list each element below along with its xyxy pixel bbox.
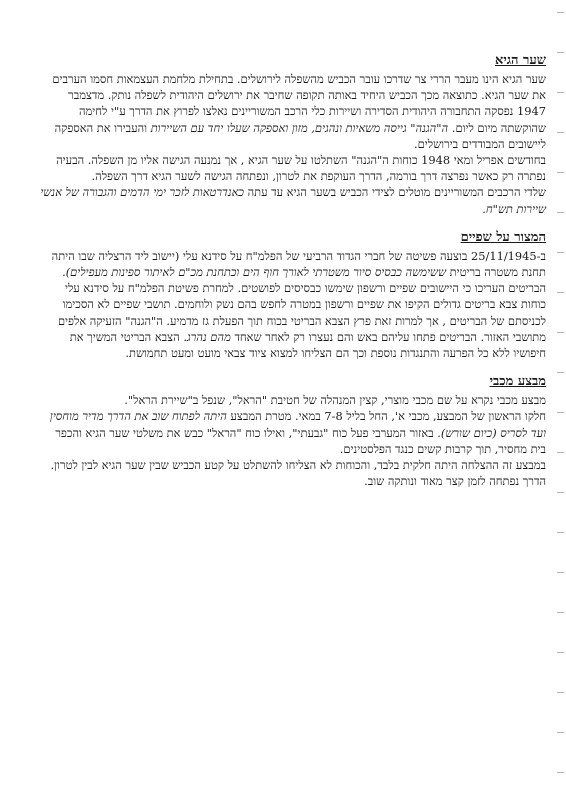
italic-text: היתה לפתוח שוב את הדרך מדיר מוחסין ועד לסריס (כיום שורש).: [49, 409, 546, 440]
section-heading: מבצע מכבי: [489, 374, 546, 390]
margin-tick: [557, 132, 564, 133]
text-run: שלדי הרכבים המשוריינים מוטלים לצידי הכביש בשער הגיא עד עתה: [244, 185, 546, 200]
margin-tick: [557, 532, 564, 533]
margin-tick: [557, 692, 564, 693]
margin-tick: [557, 252, 564, 253]
margin-tick: [557, 612, 564, 613]
margin-tick: [557, 492, 564, 493]
margin-tick: [557, 732, 564, 733]
text-run: חלקו הראשון של המבצע, מכבי א', החל בליל 7-8 במאי. מטרת המבצע: [226, 409, 546, 424]
paragraph: [38, 248, 546, 361]
paragraph: [38, 408, 546, 457]
margin-tick: [557, 172, 564, 173]
margin-tick: [557, 332, 564, 333]
paragraph: [38, 457, 546, 489]
text-run: באזור המערבי פעל כוח "גבעתי", ואילו כוח "הראל" כבש את משלטי שער הגיא והכפר בית מחסיר, תוך קרבות קשים כנגד הפלסטינים.: [55, 425, 546, 456]
section: [38, 52, 546, 217]
italic-text: כאנדרטאות לזכר ימי הדמים והגבורה של אנשי שיירות תש"ח.: [40, 185, 546, 216]
margin-tick: [557, 52, 564, 53]
section: [38, 229, 546, 361]
text-run: והעבירו את האספקה ליישובים המבודדים בירושלים.: [54, 120, 546, 151]
paragraph: [38, 184, 546, 216]
margin-tick: [557, 772, 564, 773]
margin-tick-marks: [552, 0, 566, 800]
document-body: [38, 52, 546, 501]
section-heading: המצור על שפיים: [460, 229, 546, 245]
text-run: הבריטים העריכו כי היישובים שפיים ורשפון שימשו כבסיסים לפושטים. למחרת פשיטת הפלמ"ח על סידנא עלי כוחות צבא בריטים גדולים הקיפו את שפיים ורשפון במטרה לחפש בהם נשק ולוחמים. תושבי שפיים לא הסכימו לכניסתם של הבריטים , אך למרות זאת פרץ הצבא הבריטי בכוח תוך הפעלת גז מדמיע. ה"הגנה" הזעיקה אלפים מתושבי האזור. הבריטים פתחו עליהם באש והם נעצרו רק לאחר שאחד: [57, 281, 546, 344]
italic-text: ששימשה כבסיס סיור משטרתי לאורך חוף הים וכתחנת מכ"ם לאיתור ספינות מעפילים).: [62, 265, 447, 280]
paragraph: [38, 392, 546, 408]
section-heading: שער הגיא: [495, 53, 546, 68]
margin-tick: [557, 12, 564, 13]
margin-tick: [557, 292, 564, 293]
margin-tick: [557, 92, 564, 93]
margin-tick: [557, 572, 564, 573]
margin-tick: [557, 452, 564, 453]
italic-text: מהם נהרג.: [183, 329, 231, 344]
margin-tick: [557, 652, 564, 653]
paragraph: [38, 71, 546, 152]
italic-text: ה"הגנה" גייסה משאיות ונהגים, מזון ואספקה שעלו יחד עם השיירות: [150, 120, 449, 135]
margin-tick: [557, 212, 564, 213]
text-run: הצבא הבריטי המשיך את חיפושיו ללא כל הפרעה והתנגדות נוספת וכך הם הצליחו למצוא ציוד צבאי מועט ומעט תחמושת.: [69, 329, 546, 361]
section: [38, 373, 546, 489]
text-run: שער הגיא הינו מעבר הררי צר שדרכו עובר הכביש מהשפלה לירושלים. בתחילת מלחמת העצמאות חסמו הערבים את שער הגיא. כתוצאה מכך הכביש היחיד באותה תקופה שחיבר את ירושלים היהודית לשפלה נותק. מדצמבר 1947 נפסקה התחבורה היהודית הסדירה ושיירות כלי הרכב המשוריינים נאלצו לפרוץ את הדרך ע"י לחימה שהוקשתה מיום ליום.: [52, 72, 546, 135]
paragraph: [38, 152, 546, 184]
text-run: בחודשים אפריל ומאי 1948 כוחות ה"הגנה" השתלטו על שער הגיא , אך נמנעה הגישה אליו מן השפלה. הבעיה נפתרה רק כאשר נפרצה דרך בורמה, הדרך העוקפת את לטרון, ונפתחה הגישה לשער הגיא דרך השפלה.: [56, 153, 546, 184]
margin-tick: [557, 412, 564, 413]
text-run: ב-25/11/1945 בוצעה פשיטה של חברי הגדוד הרביעי של הפלמ"ח על סידנא עלי (יישוב ליד הרצליה שבו היתה תחנת משטרה בריטית: [51, 248, 546, 280]
text-run: מבצע מכבי נקרא על שם מכבי מוצרי, קצין המנהלה של חטיבת "הראל", שנפל ב"שיירת הראל".: [124, 393, 546, 408]
margin-tick: [557, 372, 564, 373]
text-run: במבצע זה ההצלחה היתה חלקית בלבד, והכוחות לא הצליחו להשתלט על קטע הכביש שבין שער הגיא לבין לטרון. הדרך נפתחה לזמן קצר מאוד ונותקה שוב.: [50, 458, 546, 489]
